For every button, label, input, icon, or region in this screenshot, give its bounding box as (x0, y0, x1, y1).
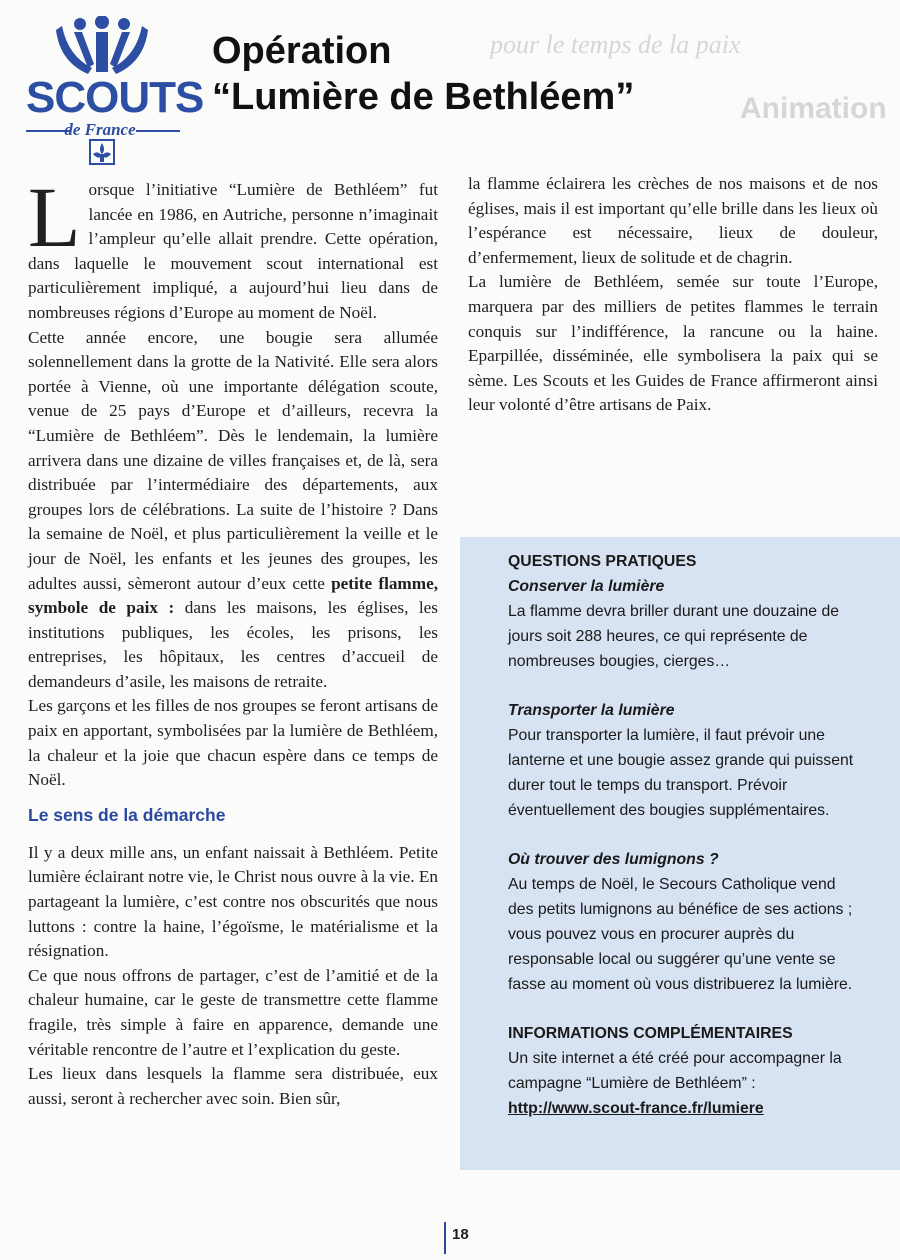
box-subheading: Transporter la lumière (508, 702, 675, 719)
practical-info-box (460, 537, 900, 1170)
right-column (468, 172, 878, 418)
paragraph: La lumière de Bethléem, semée sur toute l’Europe, marquera par des milliers de petites flammes le terrain conquis sur l’indifférence, la rancune ou la haine. Eparpillée, disséminée, elle symbolisera la paix qui se sème. Les Scouts et les Guides de France affirmeront ainsi leur volonté d’être artisans de Paix. (468, 272, 878, 415)
paragraph-text: Cette année encore, une bougie sera allumée solennellement dans la grotte de la Nativité. Elle sera alors portée à Vienne, où une importante délégation scoute, venue de 25 pays d’Europe et d’ailleurs, recevra la “Lumière de Bethléem”. Dès le lendemain, la lumière arrivera dans une dizaine de villes françaises et, de là, sera distribuée par l’intermédiaire des départements, aux groupes lors de célébrations. La suite de l’histoire ? Dans la semaine de Noël, et plus particulièrement la veille et le jour de Noël, les enfants et les jeunes des groupes, les adultes aussi, sèmeront autour d’eux cette (28, 327, 438, 593)
article-title (212, 28, 832, 120)
box-subheading: Conserver la lumière (508, 578, 665, 595)
page-number-bar (444, 1222, 446, 1254)
title-line-2: “Lumière de Bethléem” (212, 76, 635, 118)
paragraph-text-end: dans les maisons, les églises, les institutions publiques, les écoles, les prisons, les entreprises, les hôpitaux, les centres d’accueil de demandeurs d’asile, les maisons de retraite. (28, 598, 438, 691)
box-content (508, 549, 860, 1121)
paragraph (28, 326, 438, 695)
box-subheading: Où trouver des lumignons ? (508, 851, 719, 868)
intro-text: orsque l’initiative “Lumière de Bethléem” fut lancée en 1986, en Autriche, personne n’imaginait l’ampleur qu’elle allait prendre. Cette opération, dans laquelle le mouvement scout international est particulièrement impliqué, a aujourd’hui lieu dans de nombreuses régions d’Europe au moment de Noël. (28, 180, 438, 322)
bold-phrase: petite flamme, symbole de paix : (28, 573, 438, 618)
logo-subtitle: de France (64, 120, 136, 139)
box-heading: QUESTIONS PRATIQUES (508, 553, 697, 570)
paragraph: la flamme éclairera les crèches de nos maisons et de nos églises, mais il est important qu’elle brille dans les lieux où l’espérance est nécessaire, lieux de douleur, d’enfermement, lieux de solitude et de chagrin. (468, 174, 878, 267)
left-column (28, 169, 438, 1111)
box-heading: INFORMATIONS COMPLÉMENTAIRES (508, 1025, 793, 1042)
logo-rule-right (136, 130, 180, 132)
box-text: Un site internet a été créé pour accompagner la campagne “Lumière de Bethléem” : (508, 1050, 842, 1092)
page-number: 18 (452, 1226, 469, 1243)
box-text: Au temps de Noël, le Secours Catholique vend des petits lumignons au bénéfice de ses actions ; vous pouvez vous en procurer auprès du responsable local ou suggérer qu’une vente se fasse au moment où vous distribuerez la lumière. (508, 876, 853, 993)
show-through-text: pour le temps de la paix (490, 30, 741, 59)
section-heading: Le sens de la démarche (28, 804, 226, 825)
paragraph: Il y a deux mille ans, un enfant naissait à Bethléem. Petite lumière éclairant notre vie, le Christ nous ouvre à la vie. En partageant la lumière, c’est contre nos obscurités que nous luttons : contre la haine, l’égoïsme, le matérialisme et la résignation. (28, 842, 438, 961)
drop-cap: L (28, 169, 81, 265)
show-through-heading: Animation (740, 92, 887, 125)
paragraph: Les garçons et les filles de nos groupes se feront artisans de paix en apportant, symbolisées par la lumière de Bethléem, la chaleur et la joie que chacun espère dans ce temps de Noël. (28, 696, 438, 790)
logo-wordmark: SCOUTS (26, 73, 204, 122)
intro-paragraph (28, 169, 438, 326)
paragraph: Ce que nous offrons de partager, c’est de l’amitié et de la chaleur humaine, car le geste de transmettre cette flamme fragile, très simple à faire en apparence, demande une véritable rencontre de l’autre et l’explication du geste. (28, 965, 438, 1059)
box-text: Pour transporter la lumière, il faut prévoir une lanterne et une bougie assez grande qui puissent durer tout le temps du transport. Prévoir éventuellement des bougies supplémentaires. (508, 727, 854, 819)
website-link[interactable]: http://www.scout-france.fr/lumiere (508, 1100, 764, 1117)
paragraph: Les lieux dans lesquels la flamme sera distribuée, eux aussi, seront à rechercher avec soin. Bien sûr, (28, 1064, 438, 1108)
title-line-1: Opération (212, 30, 392, 72)
scouts-de-france-logo (22, 16, 204, 176)
box-text: La flamme devra briller durant une douzaine de jours soit 288 heures, ce qui représente de nombreuses bougies, cierges… (508, 603, 840, 670)
